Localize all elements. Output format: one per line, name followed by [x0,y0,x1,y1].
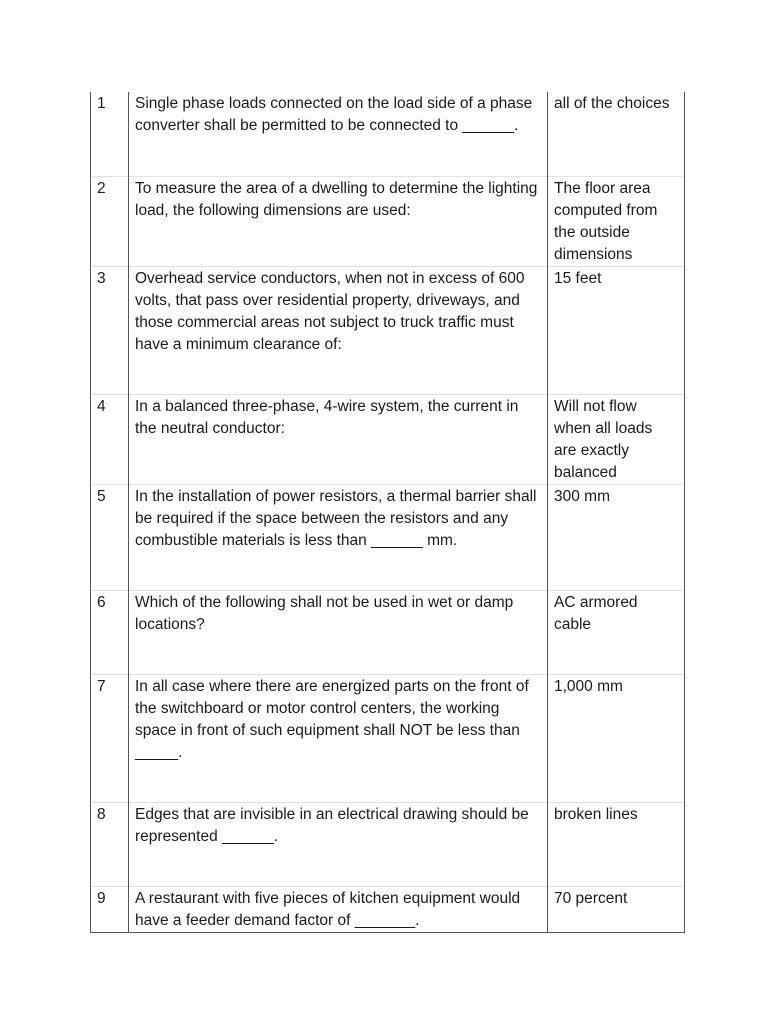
table-row [91,802,685,886]
question-text: A restaurant with five pieces of kitchen equipment would have a feeder demand factor of _______. [129,886,548,932]
table-row [91,590,685,674]
row-number: 8 [91,802,129,886]
row-number: 7 [91,674,129,802]
question-text: In a balanced three-phase, 4-wire system, the current in the neutral conductor: [129,394,548,484]
table-row [91,266,685,394]
question-answer-table [90,92,685,933]
row-number: 9 [91,886,129,932]
row-number: 6 [91,590,129,674]
table-row [91,394,685,484]
table-row [91,92,685,176]
question-text: Single phase loads connected on the load side of a phase converter shall be permitted to be connected to ______. [129,92,548,176]
answer-text: all of the choices [548,92,685,176]
question-text: In all case where there are energized parts on the front of the switchboard or motor control centers, the working space in front of such equipment shall NOT be less than _____. [129,674,548,802]
question-text: Overhead service conductors, when not in excess of 600 volts, that pass over residential property, driveways, and those commercial areas not subject to truck traffic must have a minimum clearance of: [129,266,548,394]
row-number: 2 [91,176,129,266]
row-number: 3 [91,266,129,394]
answer-text: AC armored cable [548,590,685,674]
table-row [91,176,685,266]
question-text: Edges that are invisible in an electrical drawing should be represented ______. [129,802,548,886]
answer-text: broken lines [548,802,685,886]
answer-text: 300 mm [548,484,685,590]
row-number: 4 [91,394,129,484]
table-row [91,886,685,932]
answer-text: 70 percent [548,886,685,932]
question-text: To measure the area of a dwelling to determine the lighting load, the following dimensions are used: [129,176,548,266]
table-row [91,484,685,590]
row-number: 1 [91,92,129,176]
row-number: 5 [91,484,129,590]
answer-text: Will not flow when all loads are exactly balanced [548,394,685,484]
question-text: In the installation of power resistors, a thermal barrier shall be required if the space between the resistors and any combustible materials is less than ______ mm. [129,484,548,590]
answer-text: 1,000 mm [548,674,685,802]
answer-text: 15 feet [548,266,685,394]
table-row [91,674,685,802]
question-text: Which of the following shall not be used in wet or damp locations? [129,590,548,674]
answer-text: The floor area computed from the outside dimensions [548,176,685,266]
